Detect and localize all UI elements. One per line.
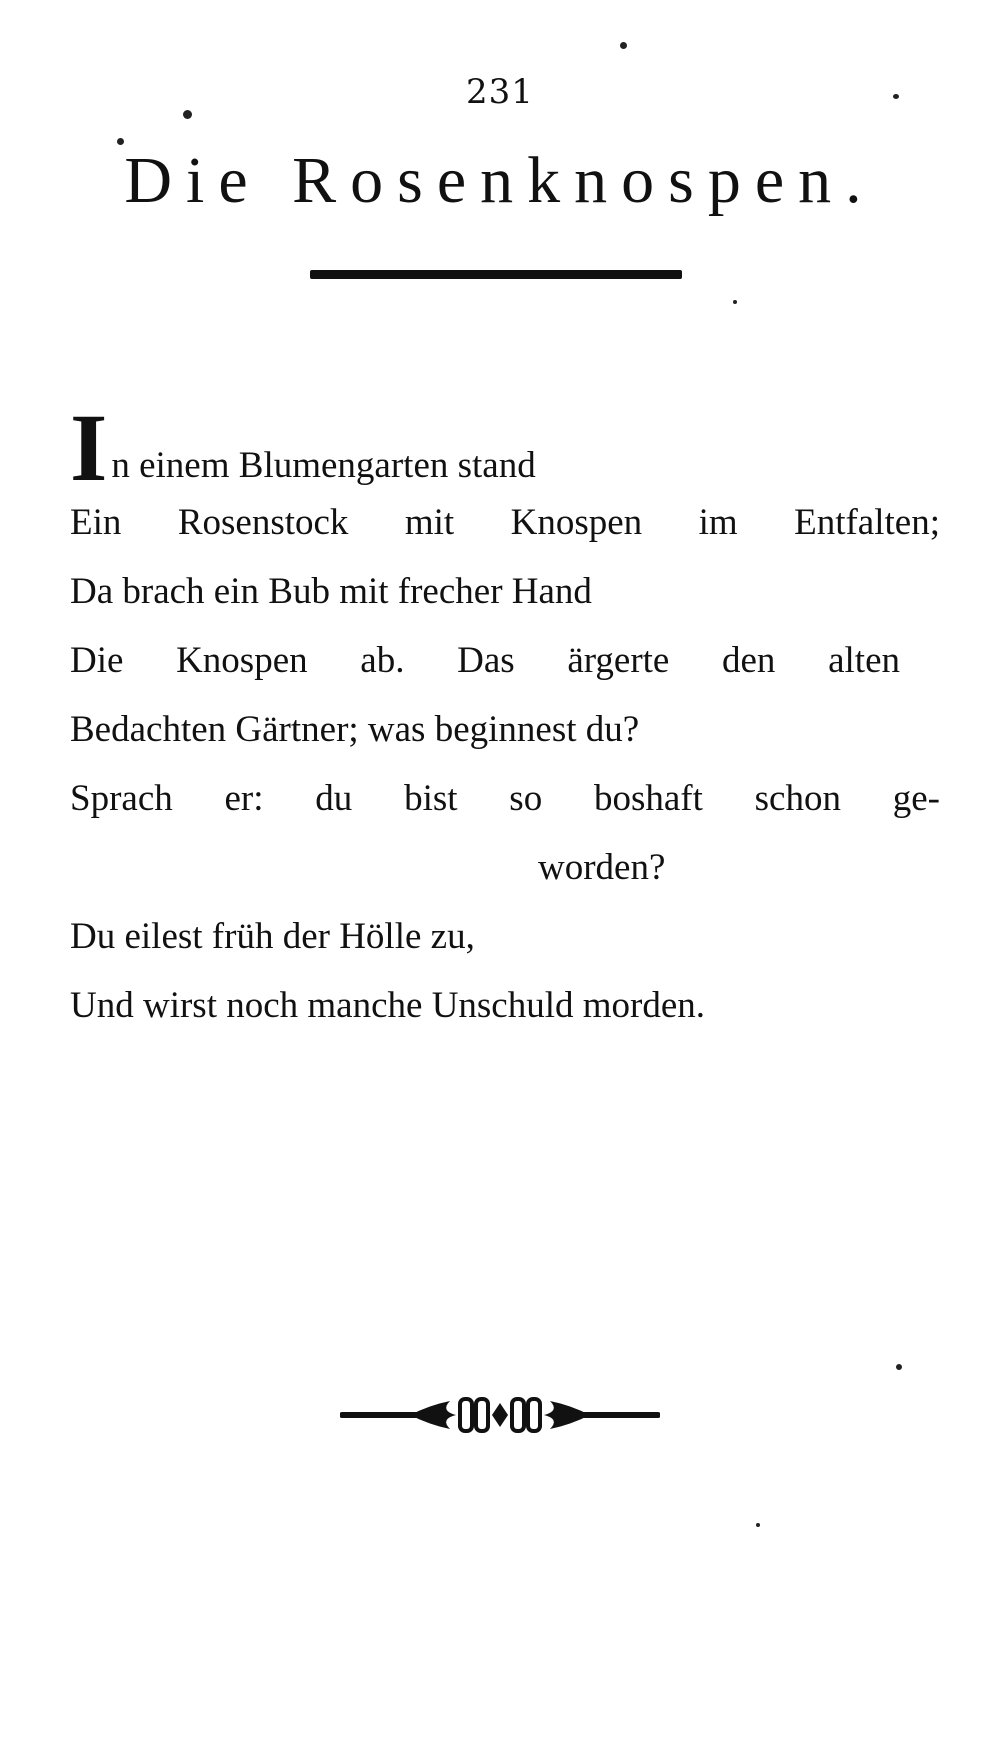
print-speck (620, 42, 627, 49)
poem-line-text: n einem Blumengarten stand (111, 445, 536, 486)
print-speck (896, 1364, 902, 1370)
print-speck (117, 138, 124, 145)
print-speck (756, 1523, 760, 1527)
print-speck (733, 300, 737, 304)
poem-line: Bedachten Gärtner; was beginnest du? (70, 709, 640, 750)
poem-line: Und wirst noch manche Unschuld morden. (70, 985, 706, 1026)
title-rule (310, 270, 682, 279)
poem (70, 394, 950, 1040)
poem-line: Sprach er: du bist so boshaft schon ge- (70, 778, 940, 819)
poem-line: Die Knospen ab. Das ärgerte den alten (70, 640, 900, 681)
poem-line: Ein Rosenstock mit Knospen im Entfalten; (70, 502, 940, 543)
poem-line: Da brach ein Bub mit frecher Hand (70, 571, 592, 612)
page-number: 231 (466, 72, 534, 112)
tailpiece-ornament (340, 1385, 660, 1445)
poem-line (70, 394, 950, 502)
drop-cap: I (70, 394, 108, 502)
poem-line: Du eilest früh der Hölle zu, (70, 916, 475, 957)
poem-line-turnover: worden? (538, 847, 666, 888)
chapter-title: Die Rosenknospen. (124, 144, 876, 217)
